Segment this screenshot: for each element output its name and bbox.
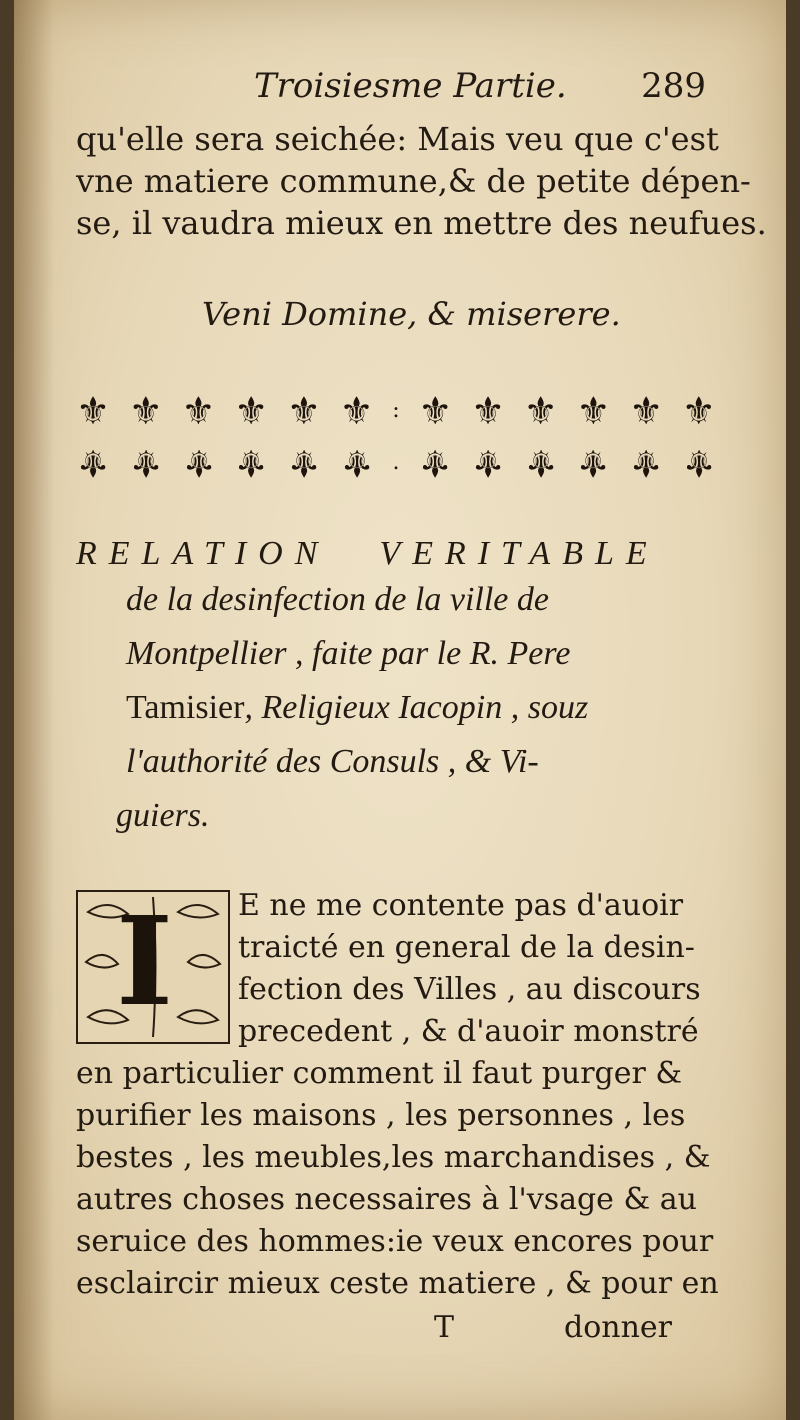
fleur-de-lis-icon: ⚜ [181,389,216,433]
fleur-de-lis-icon: ⚜ [470,441,505,485]
fleur-de-lis-icon: ⚜ [286,389,321,433]
section-heading [76,535,716,843]
heading-line: Montpellier , faite par le R. Pere [126,635,571,672]
fleur-de-lis-icon: ⚜ [576,389,611,433]
page-gutter-shadow [14,0,54,1420]
text-line: bestes , les meubles,les marchandises , & [76,1140,711,1175]
running-header [254,62,714,112]
page-number: 289 [641,66,706,106]
fleur-de-lis-icon: ⚜ [523,389,558,433]
text-line: traicté en general de la desin- [238,930,695,965]
heading-line: de la desinfection de la ville de [126,581,549,618]
fleur-de-lis-icon: ⚜ [234,389,269,433]
text-line: purifier les maisons , les personnes , les [76,1098,686,1133]
fleur-de-lis-icon: ⚜ [339,389,374,433]
text-line: en particulier comment il faut purger & [76,1056,683,1091]
text-line: seruice des hommes:ie veux encores pour [76,1224,714,1259]
fleur-de-lis-icon: ⚜ [470,389,506,433]
fleur-de-lis-icon: ⚜ [418,389,453,433]
intro-text [76,118,767,244]
ornament-row-bottom [76,437,716,489]
running-title: Troisiesme Partie. [254,66,567,106]
fleur-de-lis-icon: ⚜ [234,441,269,485]
text-line: se, il vaudra mieux en mettre des neufues. [76,204,767,242]
catchword: donner [564,1310,673,1345]
fleur-de-lis-icon: ⚜ [76,389,111,433]
motto: Veni Domine, & miserere. [202,295,621,333]
fleur-de-lis-icon: ⚜ [576,441,611,485]
heading-line [76,681,716,735]
ornament-band [76,385,716,495]
fleur-de-lis-icon: ⚜ [418,441,453,485]
fleur-de-lis-icon: ⚜ [523,441,558,485]
heading-word-veritable: VERITABLE [379,535,659,572]
text-line: qu'elle sera seichée: Mais veu que c'est [76,120,719,158]
fleur-de-lis-icon: ⚜ [76,441,111,485]
text-line: precedent , & d'auoir monstré [238,1014,699,1049]
signature-mark: T [434,1310,455,1345]
fleur-de-lis-icon: ⚜ [128,441,163,485]
heading-line-rest: , Religieux Iacopin , souz [244,689,589,726]
heading-name-tamisier: Tamisier [126,689,245,726]
initial-letter: I [116,889,174,1033]
ornament-separator-icon: . [392,450,400,475]
fleur-de-lis-icon: ⚜ [287,441,322,485]
book-page [14,0,786,1420]
fleur-de-lis-icon: ⚜ [629,389,664,433]
text-line: E ne me contente pas d'auoir [238,888,684,923]
heading-line: l'authorité des Consuls , & Vi- [126,743,539,780]
fleur-de-lis-icon: ⚜ [681,389,716,433]
text-line: vne matiere commune,& de petite dépen- [76,162,751,200]
main-paragraph [76,885,719,1305]
heading-caps-line [76,535,716,573]
fleur-de-lis-icon: ⚜ [629,441,664,485]
page-footer [14,1310,786,1360]
heading-word-relation: RELATION [76,535,330,572]
heading-line: guiers. [116,797,210,834]
fleur-de-lis-icon: ⚜ [681,441,716,485]
ornament-separator-icon: : [392,398,400,423]
fleur-de-lis-icon: ⚜ [128,389,163,433]
fleur-de-lis-icon: ⚜ [181,441,216,485]
fleur-de-lis-icon: ⚜ [339,441,374,485]
text-line: esclaircir mieux ceste matiere , & pour en [76,1266,719,1301]
ornament-row-top [76,385,716,437]
text-line: fection des Villes , au discours [238,972,701,1007]
text-line: autres choses necessaires à l'vsage & au [76,1182,697,1217]
